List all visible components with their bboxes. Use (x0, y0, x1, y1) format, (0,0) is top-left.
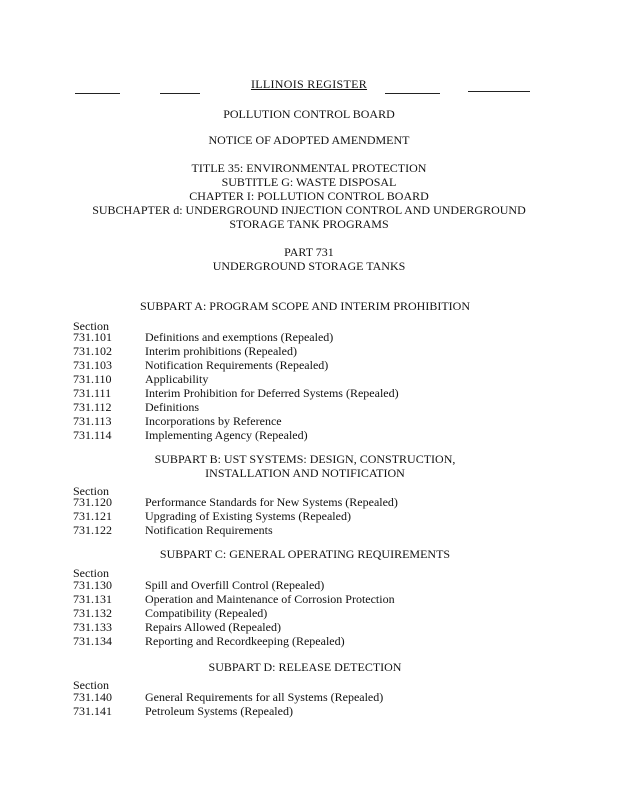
section-number: 731.103 (73, 358, 112, 372)
register-title: ILLINOIS REGISTER (250, 77, 368, 91)
part-number: PART 731 (284, 245, 334, 259)
section-title: General Requirements for all Systems (Repealed) (145, 690, 384, 704)
table-row (73, 620, 281, 634)
table-row (73, 372, 208, 386)
subpart-d-heading: SUBPART D: RELEASE DETECTION (208, 660, 402, 674)
section-number: 731.110 (73, 372, 112, 386)
section-number: 731.121 (73, 509, 112, 523)
board-name: POLLUTION CONTROL BOARD (223, 107, 395, 121)
part-name: UNDERGROUND STORAGE TANKS (212, 259, 406, 273)
table-row (73, 690, 383, 704)
section-title: Notification Requirements (Repealed) (145, 358, 329, 372)
table-row (73, 606, 267, 620)
table-row (73, 386, 399, 400)
table-row (73, 414, 282, 428)
table-row (73, 509, 351, 523)
section-number: 731.101 (73, 330, 112, 344)
title-line-3: CHAPTER I: POLLUTION CONTROL BOARD (189, 189, 429, 203)
section-title: Operation and Maintenance of Corrosion Protection (145, 592, 395, 606)
section-title: Definitions (145, 400, 199, 414)
section-number: 731.132 (73, 606, 112, 620)
title-line-4: SUBCHAPTER d: UNDERGROUND INJECTION CONTROL AND UNDERGROUND (92, 203, 526, 217)
section-title: Incorporations by Reference (145, 414, 282, 428)
subpart-b-heading-line-1: SUBPART B: UST SYSTEMS: DESIGN, CONSTRUCTION, (154, 452, 456, 466)
section-title: Reporting and Recordkeeping (Repealed) (145, 634, 345, 648)
section-number: 731.111 (73, 386, 112, 400)
section-number: 731.122 (73, 523, 112, 537)
header-rule-left (75, 93, 120, 94)
section-title: Compatibility (Repealed) (145, 606, 268, 620)
header-rule-left-mid (160, 93, 200, 94)
table-row (73, 592, 395, 606)
section-number: 731.131 (73, 592, 112, 606)
section-title: Petroleum Systems (Repealed) (145, 704, 293, 718)
header-rule-right-mid (385, 93, 440, 94)
title-line-2: SUBTITLE G: WASTE DISPOSAL (221, 175, 397, 189)
section-number: 731.102 (73, 344, 112, 358)
table-row (73, 428, 308, 442)
section-title: Applicability (145, 372, 209, 386)
section-title: Definitions and exemptions (Repealed) (145, 330, 334, 344)
subpart-a-heading: SUBPART A: PROGRAM SCOPE AND INTERIM PROHIBITION (139, 299, 470, 313)
section-title: Spill and Overfill Control (Repealed) (145, 578, 325, 592)
notice-title: NOTICE OF ADOPTED AMENDMENT (208, 133, 410, 147)
table-row (73, 400, 199, 414)
subpart-b-heading-line-2: INSTALLATION AND NOTIFICATION (205, 466, 405, 480)
section-title: Notification Requirements (145, 523, 273, 537)
table-row (73, 330, 333, 344)
table-row (73, 634, 345, 648)
section-number: 731.133 (73, 620, 112, 634)
section-label: Section (73, 319, 109, 333)
section-label: Section (73, 484, 109, 498)
section-title: Repairs Allowed (Repealed) (145, 620, 281, 634)
section-number: 731.112 (73, 400, 112, 414)
title-line-1: TITLE 35: ENVIRONMENTAL PROTECTION (191, 161, 427, 175)
section-number: 731.134 (73, 634, 112, 648)
section-number: 731.130 (73, 578, 112, 592)
section-label: Section (73, 678, 109, 692)
table-row (73, 358, 328, 372)
title-line-5: STORAGE TANK PROGRAMS (229, 217, 389, 231)
table-row (73, 523, 273, 537)
section-title: Performance Standards for New Systems (Repealed) (145, 495, 398, 509)
section-title: Implementing Agency (Repealed) (145, 428, 308, 442)
header-rule-right (468, 91, 530, 92)
section-label: Section (73, 566, 109, 580)
section-title: Upgrading of Existing Systems (Repealed) (145, 509, 351, 523)
table-row (73, 578, 324, 592)
section-number: 731.120 (73, 495, 112, 509)
table-row (73, 704, 293, 718)
table-row (73, 495, 398, 509)
section-number: 731.113 (73, 414, 112, 428)
table-row (73, 344, 297, 358)
subpart-c-heading: SUBPART C: GENERAL OPERATING REQUIREMENTS (159, 547, 451, 561)
section-number: 731.141 (73, 704, 112, 718)
section-title: Interim prohibitions (Repealed) (145, 344, 297, 358)
section-number: 731.140 (73, 690, 112, 704)
section-number: 731.114 (73, 428, 112, 442)
section-title: Interim Prohibition for Deferred Systems (Repealed) (145, 386, 399, 400)
